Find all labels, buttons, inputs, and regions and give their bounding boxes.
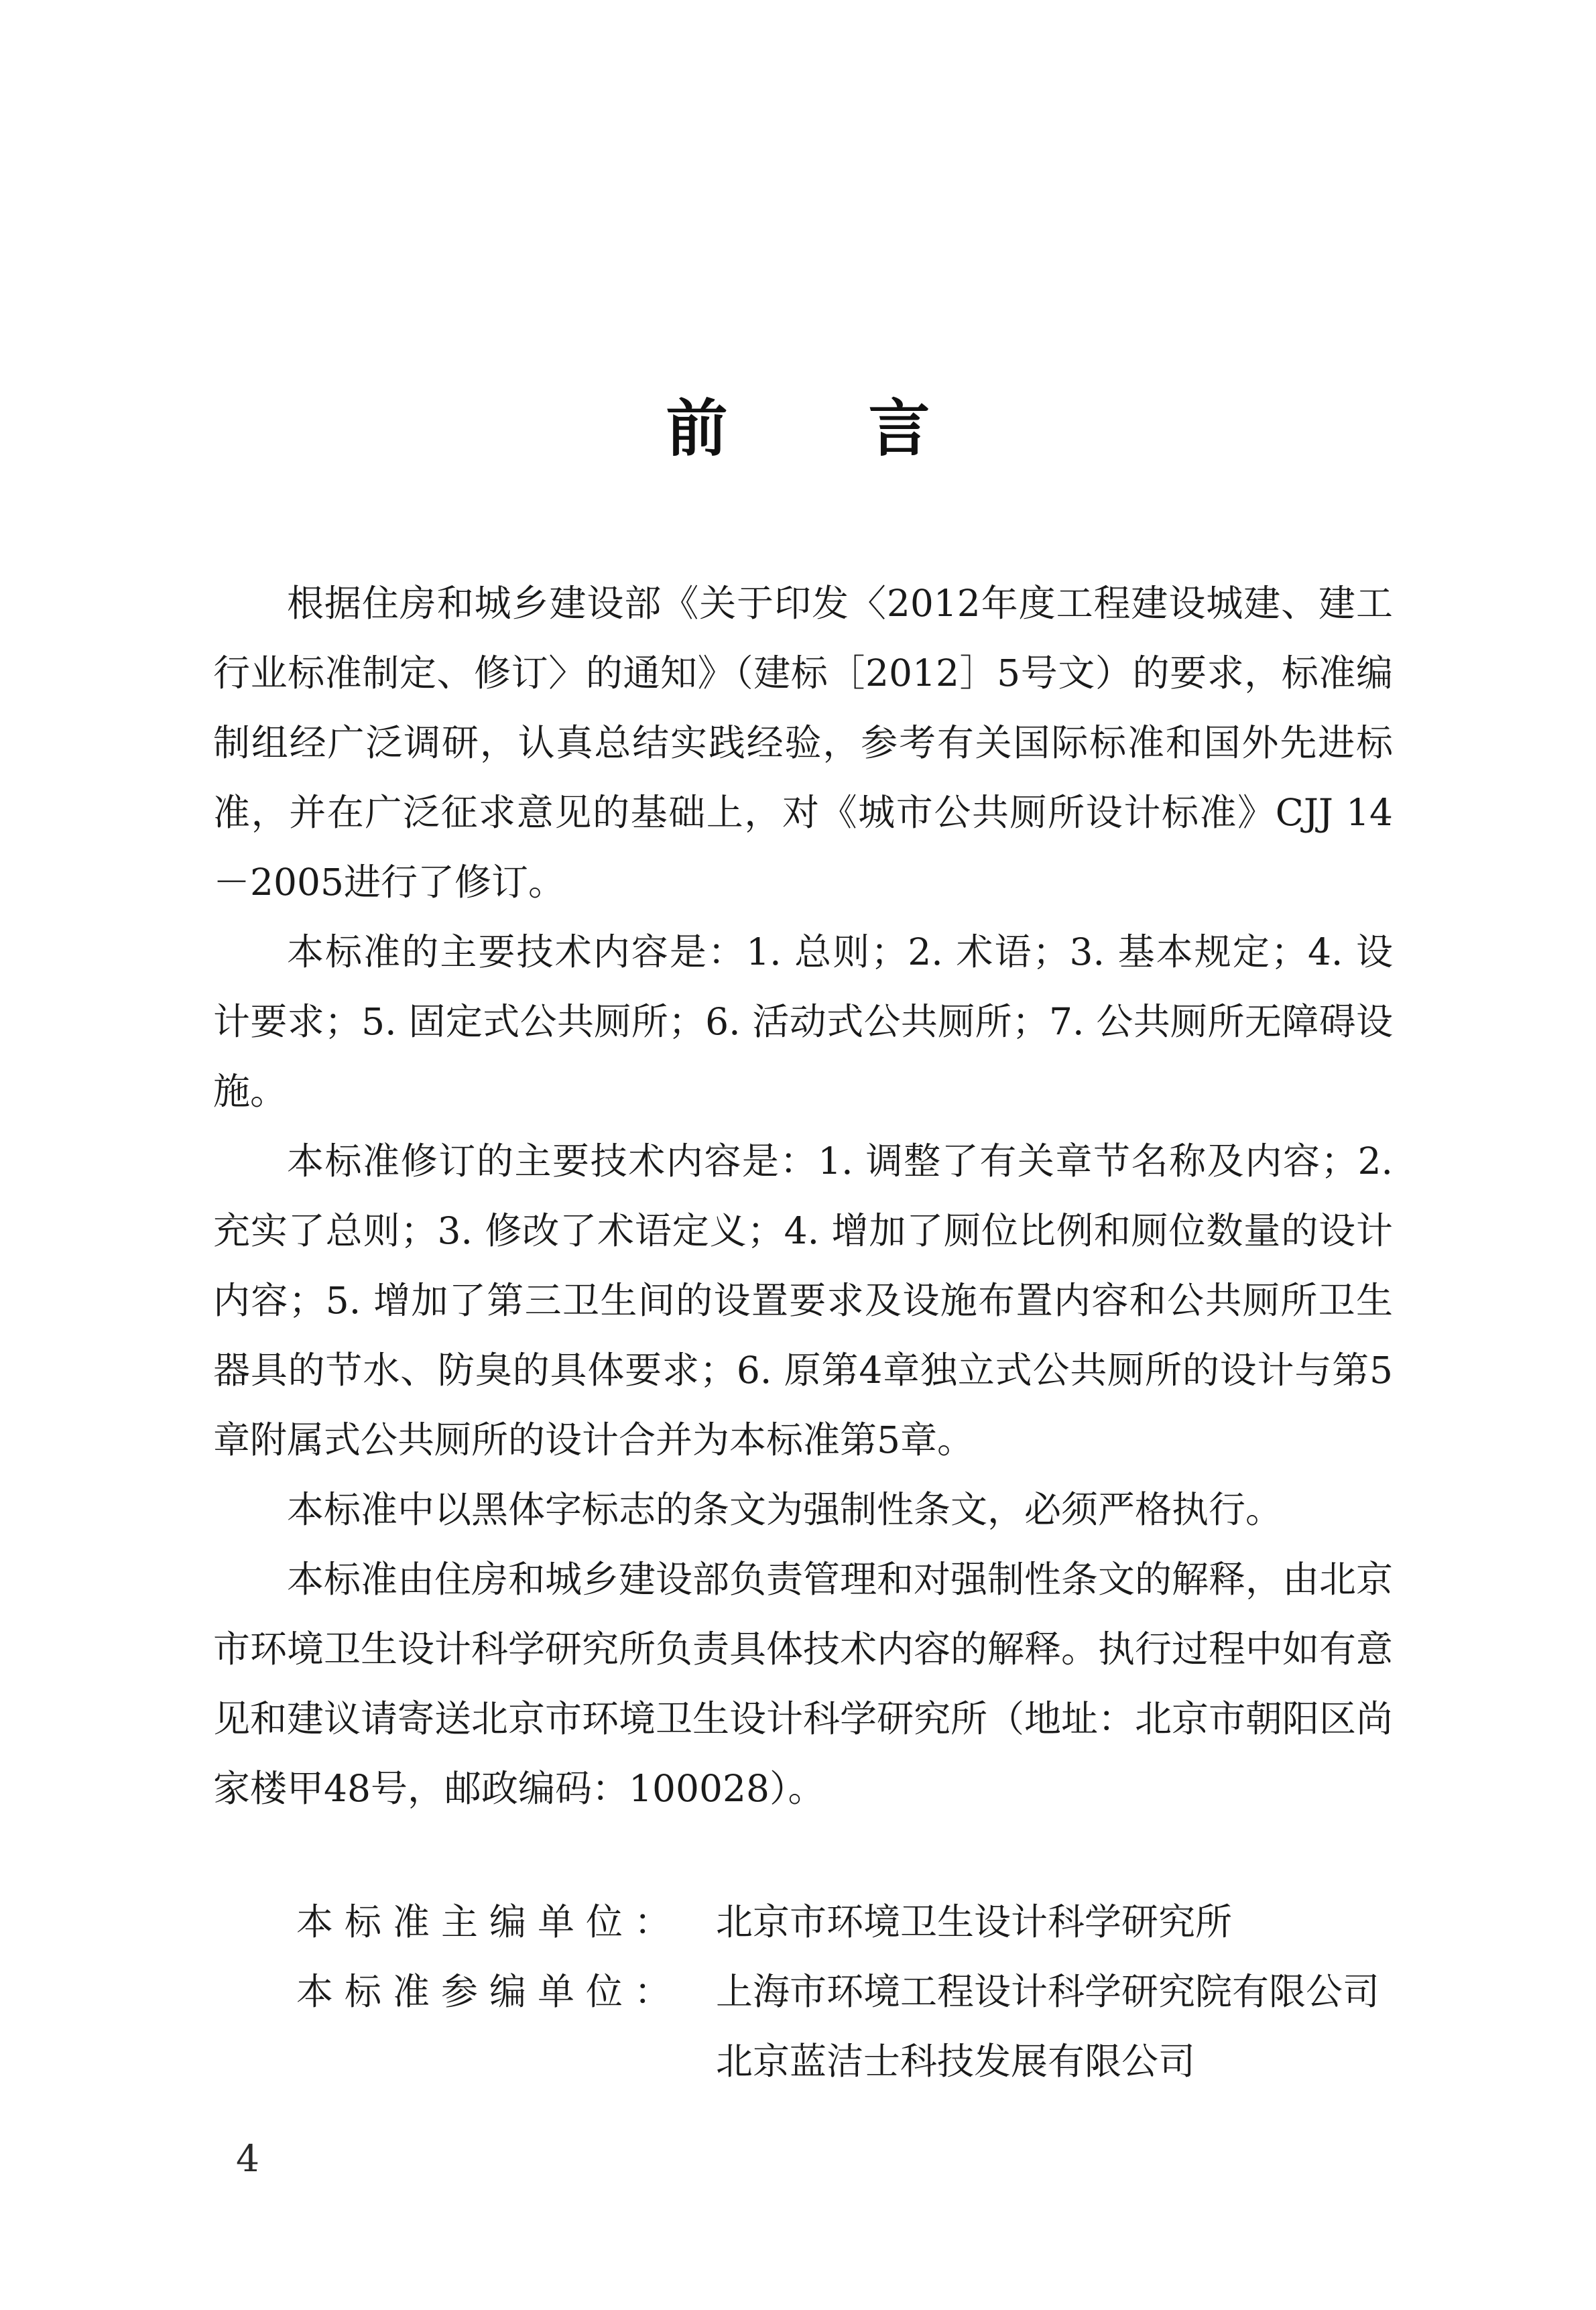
page-title: 前言: [666, 393, 1071, 465]
paragraph-revised-contents: 本标准修订的主要技术内容是：1. 调整了有关章节名称及内容；2. 充实了总则；3. 修改了术语定义；4. 增加了厕位比例和厕位数量的设计内容；5. 增加了第三卫生间的设置要求及设施布置内容和公共厕所卫生器具的节水、防臭的具体要求；6. 原第4章独立式公共厕所的设计与第5章附属式公共厕所的设计合并为本标准第5章。: [213, 1140, 1393, 1461]
preface-body: [213, 568, 1393, 1823]
chief-unit-label: 本标准主编单位：: [296, 1900, 683, 1943]
participating-unit-value-1: 上海市环境工程设计科学研究院有限公司: [716, 1970, 1380, 2013]
participating-unit-label: 本标准参编单位：: [296, 1970, 683, 2013]
participating-unit-value-2: 北京蓝洁士科技发展有限公司: [716, 2040, 1196, 2083]
paragraph-main-contents: 本标准的主要技术内容是：1. 总则；2. 术语；3. 基本规定；4. 设计要求；5. 固定式公共厕所；6. 活动式公共厕所；7. 公共厕所无障碍设施。: [213, 930, 1393, 1113]
paragraph-revision-basis: 根据住房和城乡建设部《关于印发〈2012年度工程建设城建、建工行业标准制定、修订〉的通知》（建标［2012］5号文）的要求，标准编制组经广泛调研，认真总结实践经验，参考有关国际标准和国外先进标准，并在广泛征求意见的基础上，对《城市公共厕所设计标准》CJJ 14－2005进行了修订。: [213, 582, 1393, 904]
page-number: 4: [236, 2137, 259, 2180]
chief-unit-value: 北京市环境卫生设计科学研究所: [716, 1900, 1233, 1943]
chief-unit-row: [296, 1887, 1396, 1957]
paragraph-mandatory-provisions: 本标准中以黑体字标志的条文为强制性条文，必须严格执行。: [287, 1488, 1283, 1531]
drafting-units: [296, 1887, 1396, 2096]
participating-unit-row: [296, 1957, 1396, 2026]
paragraph-administration: 本标准由住房和城乡建设部负责管理和对强制性条文的解释，由北京市环境卫生设计科学研究所负责具体技术内容的解释。执行过程中如有意见和建议请寄送北京市环境卫生设计科学研究所（地址：北京市朝阳区尚家楼甲48号，邮政编码：100028）。: [213, 1558, 1394, 1810]
